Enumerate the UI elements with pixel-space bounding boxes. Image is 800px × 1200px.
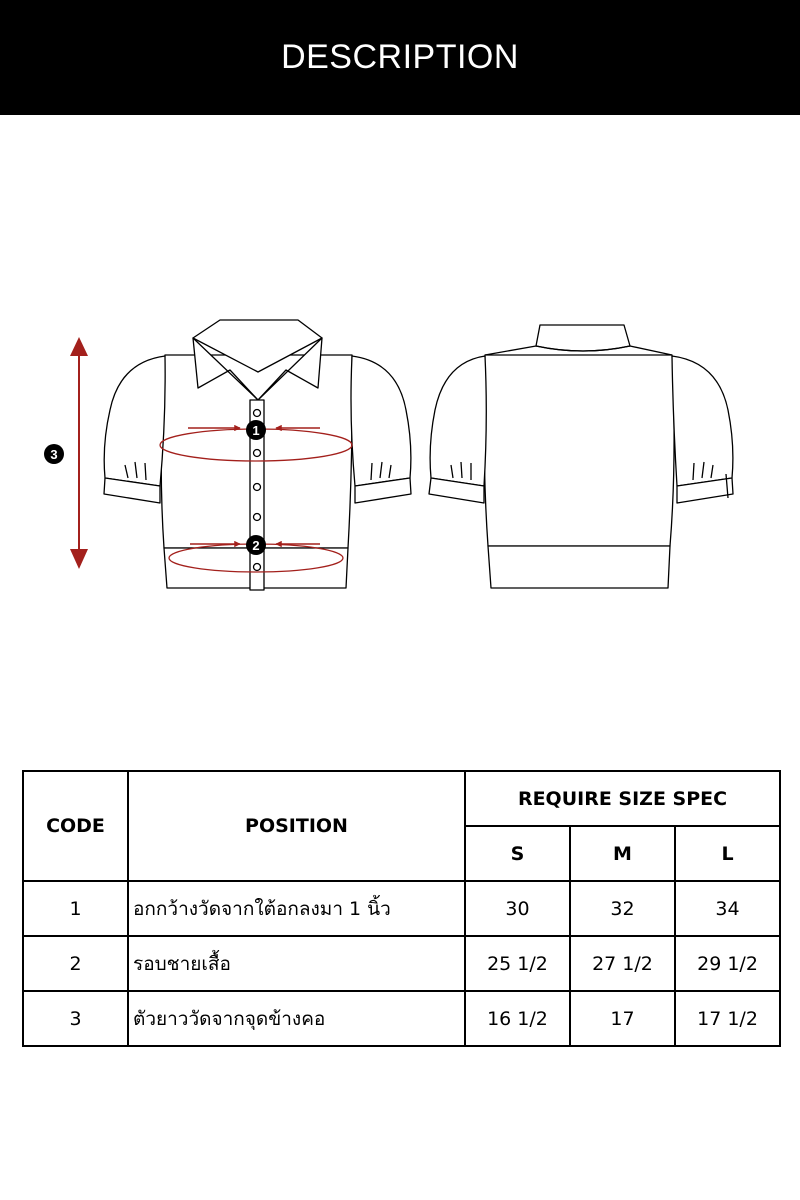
marker-2 bbox=[246, 535, 266, 555]
header-title: DESCRIPTION bbox=[281, 38, 519, 76]
size-header-s: S bbox=[465, 826, 570, 881]
table-row bbox=[23, 991, 780, 1046]
size-header-m: M bbox=[570, 826, 675, 881]
marker-3 bbox=[44, 444, 64, 464]
table-row bbox=[23, 881, 780, 936]
row-size-m: 27 1/2 bbox=[570, 936, 675, 991]
svg-text:2: 2 bbox=[252, 538, 260, 553]
row-position: รอบชายเสื้อ bbox=[128, 936, 465, 991]
code-header: CODE bbox=[23, 771, 128, 881]
svg-text:3: 3 bbox=[50, 447, 58, 462]
position-header: POSITION bbox=[128, 771, 465, 881]
row-code: 3 bbox=[23, 991, 128, 1046]
row-size-l: 29 1/2 bbox=[675, 936, 780, 991]
marker-1 bbox=[246, 420, 266, 440]
row-code: 2 bbox=[23, 936, 128, 991]
table-row bbox=[23, 936, 780, 991]
row-size-s: 30 bbox=[465, 881, 570, 936]
length-arrow bbox=[70, 337, 88, 569]
row-size-m: 17 bbox=[570, 991, 675, 1046]
back-view bbox=[429, 325, 733, 588]
garment-illustration bbox=[0, 300, 800, 600]
svg-text:1: 1 bbox=[252, 423, 260, 438]
row-position: ตัวยาววัดจากจุดข้างคอ bbox=[128, 991, 465, 1046]
row-code: 1 bbox=[23, 881, 128, 936]
row-size-l: 34 bbox=[675, 881, 780, 936]
row-size-s: 16 1/2 bbox=[465, 991, 570, 1046]
spec-header: REQUIRE SIZE SPEC bbox=[465, 771, 780, 826]
size-spec-table bbox=[22, 770, 781, 1047]
page-header bbox=[0, 0, 800, 115]
row-size-s: 25 1/2 bbox=[465, 936, 570, 991]
row-position: อกกว้างวัดจากใต้อกลงมา 1 นิ้ว bbox=[128, 881, 465, 936]
size-header-l: L bbox=[675, 826, 780, 881]
row-size-m: 32 bbox=[570, 881, 675, 936]
row-size-l: 17 1/2 bbox=[675, 991, 780, 1046]
